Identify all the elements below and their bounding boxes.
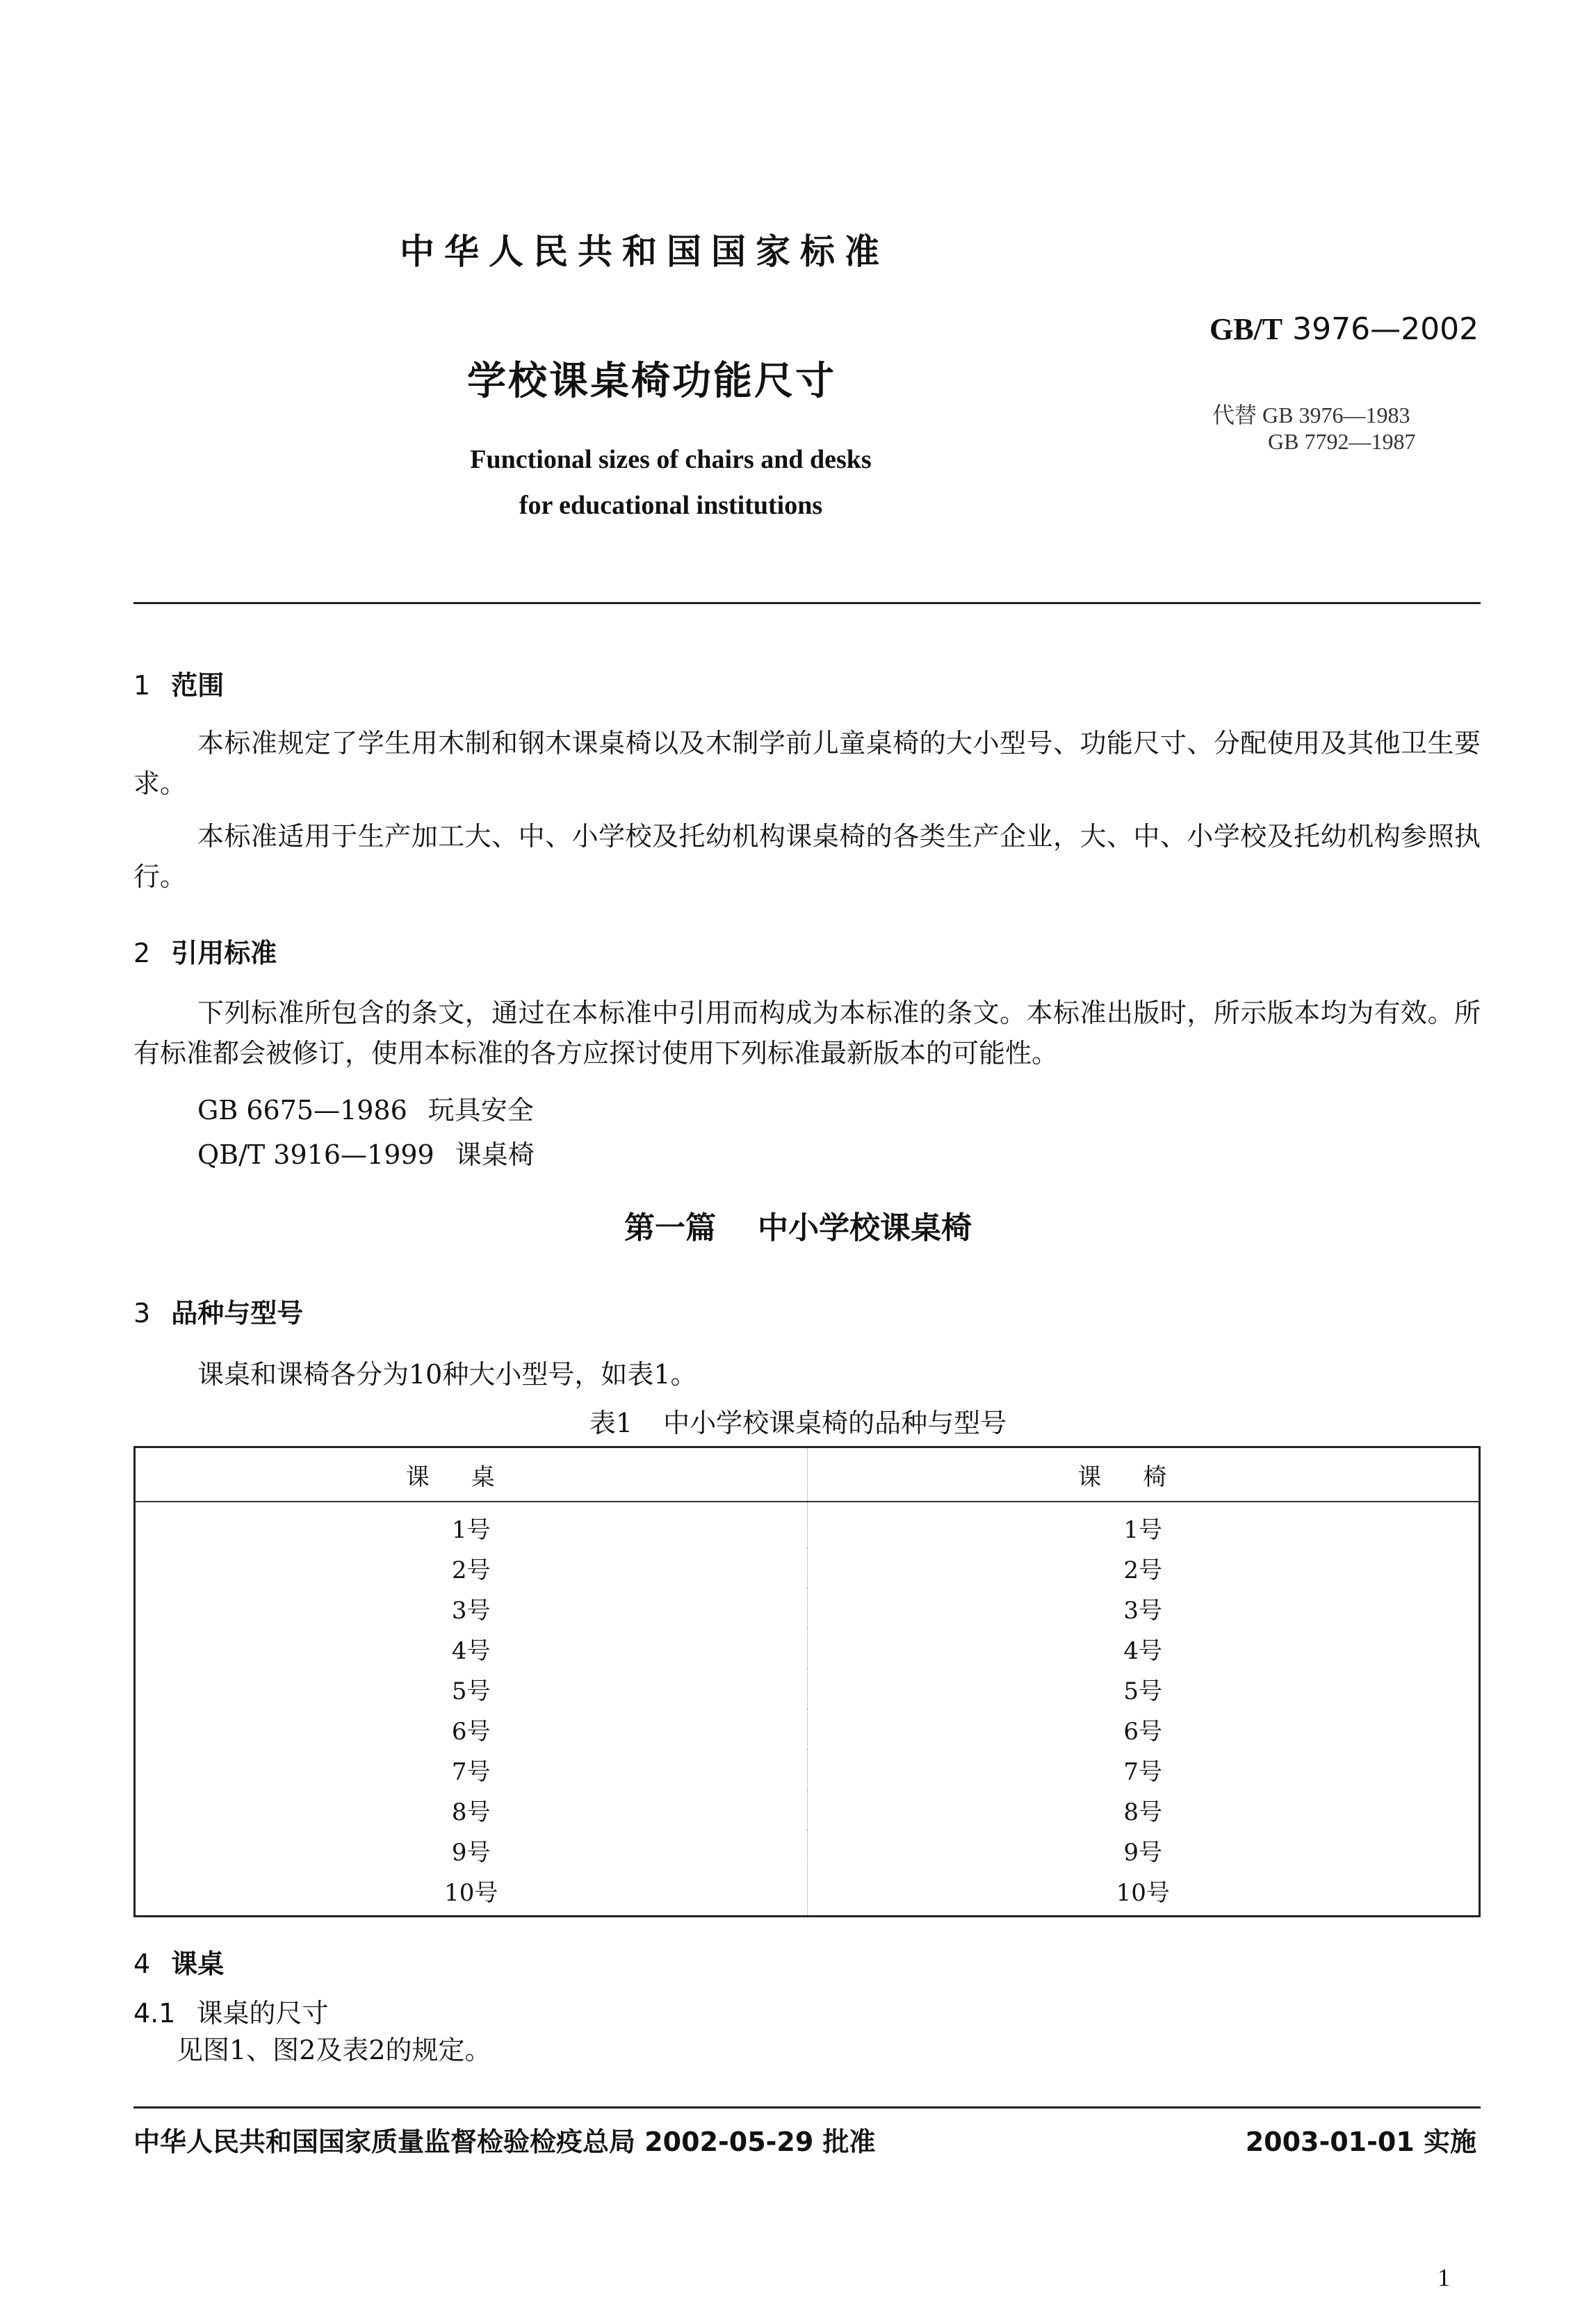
part-label: 第一篇 [624,1210,716,1246]
section-number: 2 [133,938,151,968]
chair-size-cell: 9号 [1123,1838,1163,1867]
chair-size-cell: 4号 [1123,1636,1163,1665]
title-english [0,437,1342,528]
table-1 [133,1446,1481,1917]
section-title: 课桌的尺寸 [196,1998,329,2029]
section-title: 引用标准 [171,938,277,968]
chair-size-cell: 5号 [1123,1677,1163,1705]
table-row [135,1789,1480,1830]
reference-code: GB 6675—1986 [197,1095,407,1126]
chair-size-cell: 6号 [1123,1717,1163,1746]
standard-code [1210,311,1479,347]
reference-item [197,1089,555,1127]
section-4-1-heading [133,1992,328,2030]
section-3-heading [133,1292,303,1330]
section-title: 课桌 [171,1949,225,1979]
table-row [135,1628,1480,1668]
chair-size-cell: 1号 [1123,1516,1163,1544]
standard-prefix: GB/T [1210,312,1283,346]
approval-statement: 中华人民共和国国家质量监督检验检疫总局 2002-05-29 批准 [133,2127,876,2157]
part-name: 中小学校课桌椅 [758,1210,972,1246]
section-number: 4.1 [133,1998,176,2029]
chair-size-cell: 7号 [1123,1757,1163,1786]
part-title [0,1203,1596,1247]
table-header-desk: 课桌 [135,1447,808,1502]
desk-size-cell: 1号 [135,1502,808,1547]
reference-code: QB/T 3916—1999 [197,1139,434,1170]
table-header-row [135,1447,1480,1502]
footer-rule [133,2106,1481,2108]
header-rule [133,602,1481,604]
table-row [135,1668,1480,1709]
section-number: 4 [133,1949,151,1979]
chair-size-cell: 3号 [1123,1596,1163,1625]
title-chinese: 学校课桌椅功能尺寸 [467,359,836,404]
standard-number: 3976—2002 [1292,311,1479,347]
section-1-heading [133,664,224,702]
desk-size-cell: 10号 [135,1870,808,1917]
section-number: 3 [133,1298,151,1328]
desk-size-cell: 2号 [135,1547,808,1588]
section-number: 1 [133,670,151,701]
desk-size-cell: 5号 [135,1668,808,1709]
national-standard-heading: 中华人民共和国国家标准 [400,231,889,272]
table-row [135,1502,1480,1547]
desk-size-cell: 4号 [135,1628,808,1668]
section-title: 品种与型号 [171,1298,304,1328]
table-row [135,1749,1480,1789]
replaces-line-1: 代替 GB 3976—1983 [1212,403,1410,428]
implementation-date: 2003-01-01 实施 [1245,2127,1476,2157]
section-title: 范围 [171,670,225,701]
section-4-1-paragraph: 见图1、图2及表2的规定。 [177,2035,491,2065]
table-row [135,1870,1480,1917]
reference-name: 玩具安全 [427,1095,534,1126]
section-3-paragraph-1: 课桌和课椅各分为10种大小型号，如表1。 [197,1359,697,1390]
chair-size-cell: 2号 [1123,1556,1163,1584]
desk-size-cell: 3号 [135,1588,808,1628]
section-2-paragraph-1: 下列标准所包含的条文，通过在本标准中引用而构成为本标准的条文。本标准出版时，所示版本均为有效。所有标准都会被修订，使用本标准的各方应探讨使用下列标准最新版本的可能性。 [133,998,1481,1068]
reference-name: 课桌椅 [455,1139,535,1170]
section-1-paragraph-1: 本标准规定了学生用木制和钢木课桌椅以及木制学前儿童桌椅的大小型号、功能尺寸、分配使用及其他卫生要求。 [133,728,1481,799]
desk-size-cell: 9号 [135,1830,808,1870]
replaces-line-2: GB 7792—1987 [1268,429,1416,454]
section-4-heading [133,1942,224,1981]
desk-size-cell: 7号 [135,1749,808,1789]
title-english-line-2: for educational institutions [519,491,823,520]
table-row [135,1709,1480,1749]
table-row [135,1547,1480,1588]
table-caption-title: 中小学校课桌椅的品种与型号 [663,1408,1007,1438]
section-1-paragraph-2: 本标准适用于生产加工大、中、小学校及托幼机构课桌椅的各类生产企业，大、中、小学校及托幼机构参照执行。 [133,821,1481,892]
desk-size-cell: 6号 [135,1709,808,1749]
desk-size-cell: 8号 [135,1789,808,1830]
table-row [135,1588,1480,1628]
table-header-chair: 课椅 [807,1447,1480,1502]
title-english-line-1: Functional sizes of chairs and desks [470,445,872,474]
reference-item [197,1133,555,1171]
table-row [135,1830,1480,1870]
table-caption-label: 表1 [589,1408,633,1438]
page-number: 1 [1438,2264,1450,2291]
table-1-caption [0,1401,1596,1440]
section-2-heading [133,932,277,970]
chair-size-cell: 10号 [1116,1878,1170,1907]
chair-size-cell: 8号 [1123,1798,1163,1826]
